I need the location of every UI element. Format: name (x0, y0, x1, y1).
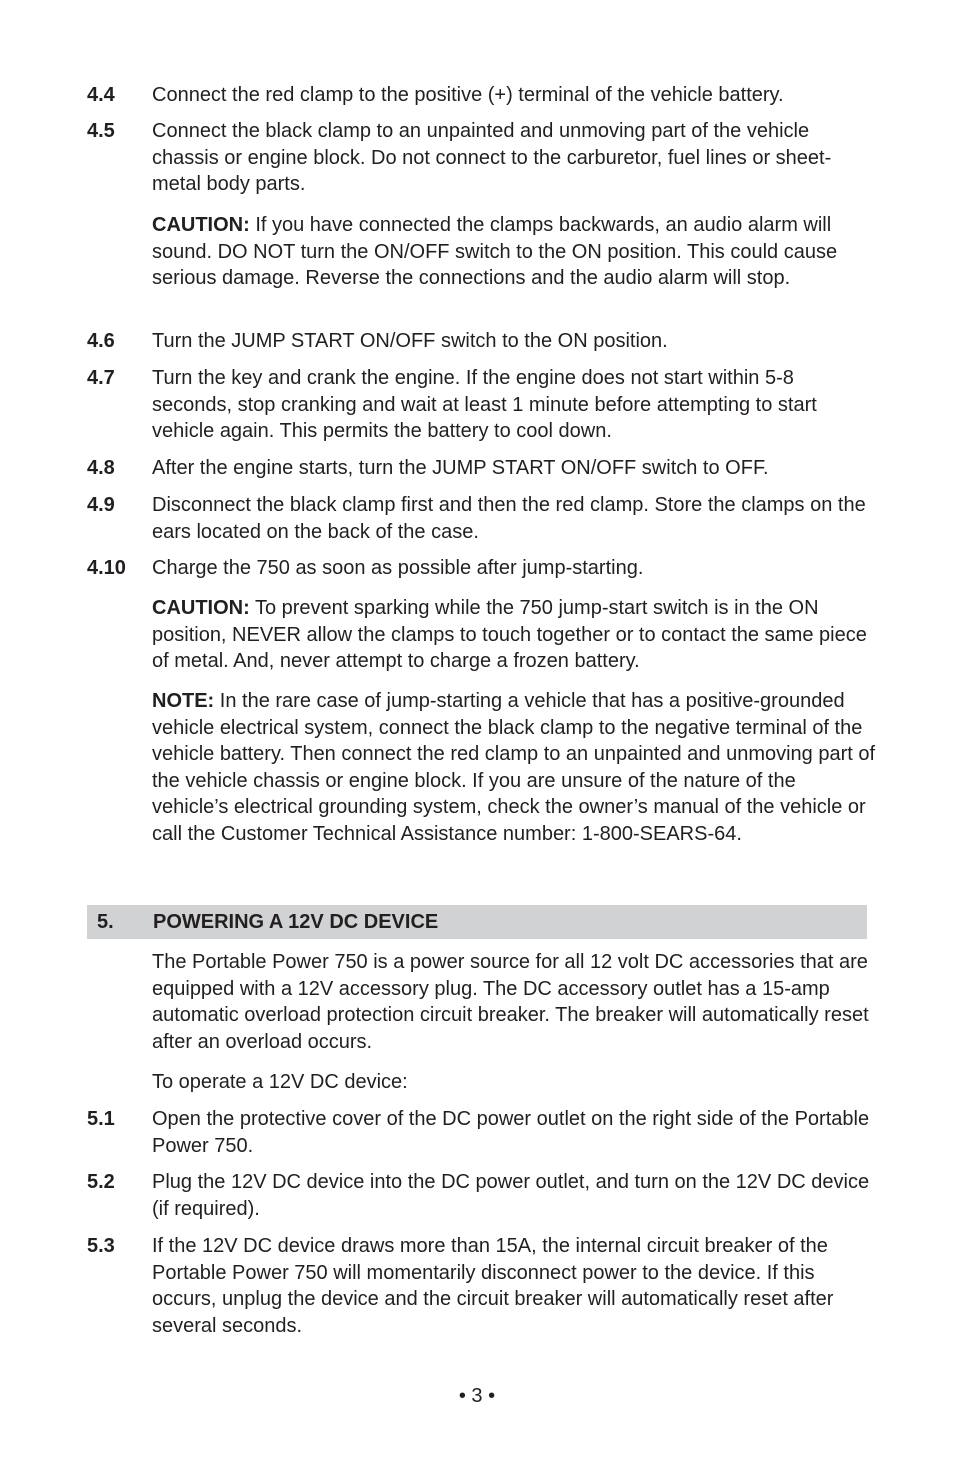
caution-label: CAUTION: (152, 597, 250, 619)
step-text: Connect the black clamp to an unpainted and unmoving part of the vehicle chassis or engine block. Do not connect to the carburetor, fuel lines or sheet-metal body parts. (152, 120, 832, 196)
section-number: 5. (97, 910, 114, 933)
step-5-2 (87, 1169, 877, 1222)
step-number: 4.9 (87, 494, 115, 516)
step-text: Open the protective cover of the DC power outlet on the right side of the Portable Power 750. (152, 1108, 870, 1157)
step-number: 4.4 (87, 84, 115, 106)
step-4-6 (87, 328, 877, 355)
note-text: In the rare case of jump-starting a vehicle that has a positive-grounded vehicle electrical system, connect the black clamp to the negative terminal of the vehicle battery. Then connect the red clamp to an unpainted and unmoving part of the vehicle chassis or engine block. If you are unsure of the nature of the vehicle’s electrical grounding system, check the owner’s manual of the vehicle or call the Customer Technical Assistance number: 1-800-SEARS-64. (152, 690, 876, 845)
step-number: 5.3 (87, 1235, 115, 1257)
caution-paragraph-1 (152, 212, 877, 292)
step-number: 5.1 (87, 1108, 115, 1130)
note-paragraph (152, 688, 877, 848)
intro-paragraph: The Portable Power 750 is a power source for all 12 volt DC accessories that are equipped with a 12V accessory plug. The DC accessory outlet has a 15-amp automatic overload protection circuit breaker. The breaker will automatically reset after an overload occurs. (152, 951, 869, 1053)
step-text: Charge the 750 as soon as possible after jump-starting. (152, 557, 644, 579)
note-label: NOTE: (152, 690, 215, 712)
step-number: 4.6 (87, 330, 115, 352)
step-text: Turn the key and crank the engine. If the engine does not start within 5-8 seconds, stop cranking and wait at least 1 minute before attempting to start vehicle again. This permits the battery to cool down. (152, 367, 817, 443)
step-text: If the 12V DC device draws more than 15A, the internal circuit breaker of the Portable Power 750 will momentarily disconnect power to the device. If this occurs, unplug the device and the circuit breaker will automatically reset after several seconds. (152, 1235, 834, 1337)
operate-paragraph: To operate a 12V DC device: (152, 1071, 408, 1093)
step-number: 4.10 (87, 557, 126, 579)
step-4-10 (87, 555, 877, 582)
step-5-3 (87, 1233, 877, 1339)
caution-label: CAUTION: (152, 214, 250, 236)
step-4-8 (87, 455, 877, 482)
step-number: 5.2 (87, 1171, 115, 1193)
step-number: 4.5 (87, 120, 115, 142)
step-number: 4.7 (87, 367, 115, 389)
caution-text: If you have connected the clamps backwards, an audio alarm will sound. DO NOT turn the ON/OFF switch to the ON position. This could cause serious damage. Reverse the connections and the audio alarm will stop. (152, 214, 838, 290)
page-number: • 3 • (458, 1385, 496, 1407)
step-number: 4.8 (87, 457, 115, 479)
step-text: After the engine starts, turn the JUMP START ON/OFF switch to OFF. (152, 457, 769, 479)
step-4-4 (87, 82, 877, 109)
step-4-5 (87, 118, 877, 198)
section-header (87, 905, 867, 939)
step-text: Plug the 12V DC device into the DC power outlet, and turn on the 12V DC device (if required). (152, 1171, 870, 1220)
caution-paragraph-2 (152, 595, 877, 675)
caution-text: To prevent sparking while the 750 jump-start switch is in the ON position, NEVER allow the clamps to touch together or to contact the same piece of metal. And, never attempt to charge a frozen battery. (152, 597, 867, 673)
step-4-7 (87, 365, 877, 445)
step-text: Turn the JUMP START ON/OFF switch to the ON position. (152, 330, 668, 352)
step-text: Disconnect the black clamp first and then the red clamp. Store the clamps on the ears located on the back of the case. (152, 494, 866, 543)
step-5-1 (87, 1106, 877, 1159)
step-text: Connect the red clamp to the positive (+) terminal of the vehicle battery. (152, 84, 784, 106)
section-title: POWERING A 12V DC DEVICE (153, 910, 439, 933)
step-4-9 (87, 492, 877, 545)
